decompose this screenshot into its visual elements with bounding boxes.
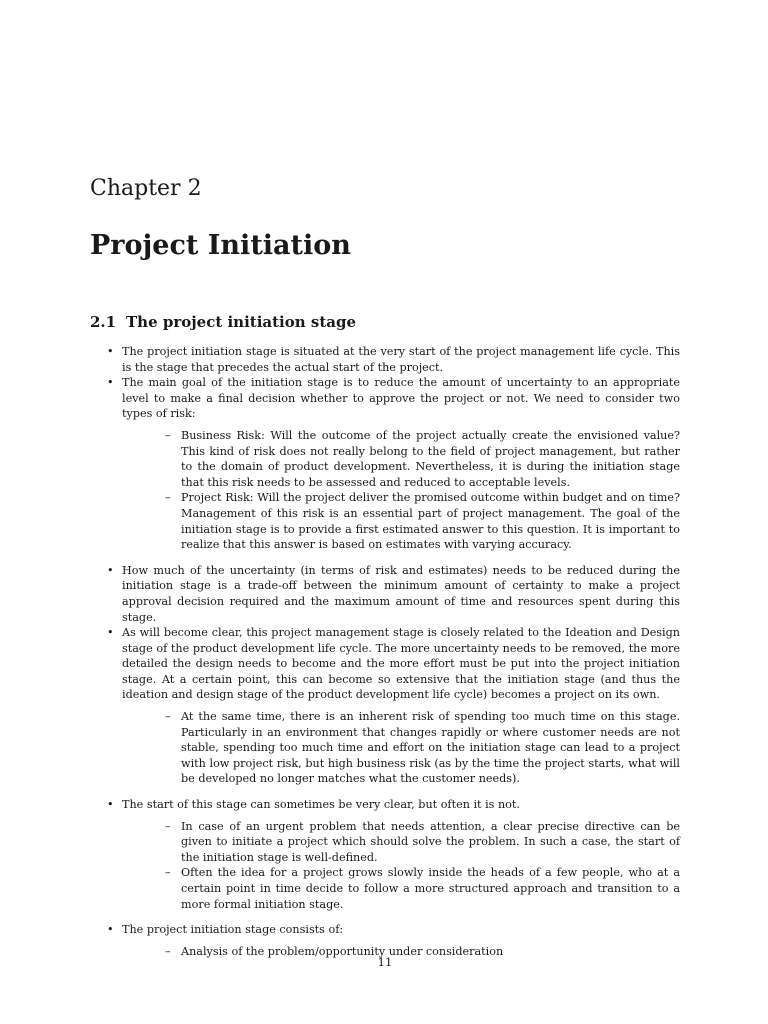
chapter-title: Project Initiation bbox=[90, 230, 351, 261]
section-number: 2.1 bbox=[90, 313, 117, 331]
document-page bbox=[90, 0, 680, 1024]
sub-item: – Often the idea for a project grows slowly inside the heads of a few people, who at a certain point in time decide to follow a more structured approach and transition to a more formal initiation stage. bbox=[122, 865, 680, 912]
bullet-list bbox=[90, 344, 680, 959]
sub-list bbox=[122, 819, 680, 913]
bullet-item bbox=[90, 922, 680, 959]
bullet-item bbox=[90, 625, 680, 787]
bullet-text: How much of the uncertainty (in terms of risk and estimates) needs to be reduced during the initiation stage is a trade-off between the minimum amount of certainty to make a project approval decision required and the maximum amount of time and resources spent during this stage. bbox=[122, 563, 680, 624]
bullet-text: As will become clear, this project management stage is closely related to the Ideation and Design stage of the product development life cycle. The more uncertainty needs to be removed, the more detailed the design needs to become and the more effort must be put into the project initiation stage. At a certain point, this can become so extensive that the initiation stage (and thus the ideation and design stage of the product development life cycle) becomes a project on its own. bbox=[122, 626, 680, 702]
bullet-text: The project initiation stage consists of: bbox=[122, 923, 344, 937]
bullet-text: The main goal of the initiation stage is to reduce the amount of uncertainty to an appropriate level to make a final decision whether to approve the project or not. We need to consider two types of risk: bbox=[122, 376, 680, 421]
sub-list bbox=[122, 428, 680, 553]
bullet-item bbox=[90, 375, 680, 553]
sub-item: – Analysis of the problem/opportunity under consideration bbox=[122, 944, 680, 960]
sub-item: – In case of an urgent problem that needs attention, a clear precise directive can be given to initiate a project which should solve the problem. In such a case, the start of the initiation stage is well-defined. bbox=[122, 819, 680, 866]
bullet-item bbox=[90, 563, 680, 625]
bullet-item bbox=[90, 797, 680, 912]
bullet-text: The project initiation stage is situated at the very start of the project management life cycle. This is the stage that precedes the actual start of the project. bbox=[122, 345, 680, 374]
sub-item: – Project Risk: Will the project deliver the promised outcome within budget and on time? Management of this risk is an essential part of project management. The goal of the initiation stage is to provide a first estimated answer to this question. It is important to realize that this answer is based on estimates with varying accuracy. bbox=[122, 490, 680, 552]
bullet-text: The start of this stage can sometimes be very clear, but often it is not. bbox=[122, 798, 520, 812]
sub-item: – Business Risk: Will the outcome of the project actually create the envisioned value? This kind of risk does not really belong to the field of project management, but rather to the domain of product development. Nevertheless, it is during the initiation stage that this risk needs to be assessed and reduced to acceptable levels. bbox=[122, 428, 680, 490]
body-text bbox=[90, 344, 680, 969]
sub-list bbox=[122, 709, 680, 787]
page-number: 11 bbox=[377, 955, 393, 969]
section-heading bbox=[90, 313, 356, 331]
chapter-label: Chapter 2 bbox=[90, 176, 202, 201]
section-title: The project initiation stage bbox=[126, 313, 357, 331]
sub-item: – At the same time, there is an inherent risk of spending too much time on this stage. Particularly in an environment that changes rapidly or where customer needs are not stable, spending too much time and effort on the initiation stage can lead to a project with low project risk, but high business risk (as by the time the project starts, what will be developed no longer matches what the customer needs). bbox=[122, 709, 680, 787]
bullet-item bbox=[90, 344, 680, 375]
